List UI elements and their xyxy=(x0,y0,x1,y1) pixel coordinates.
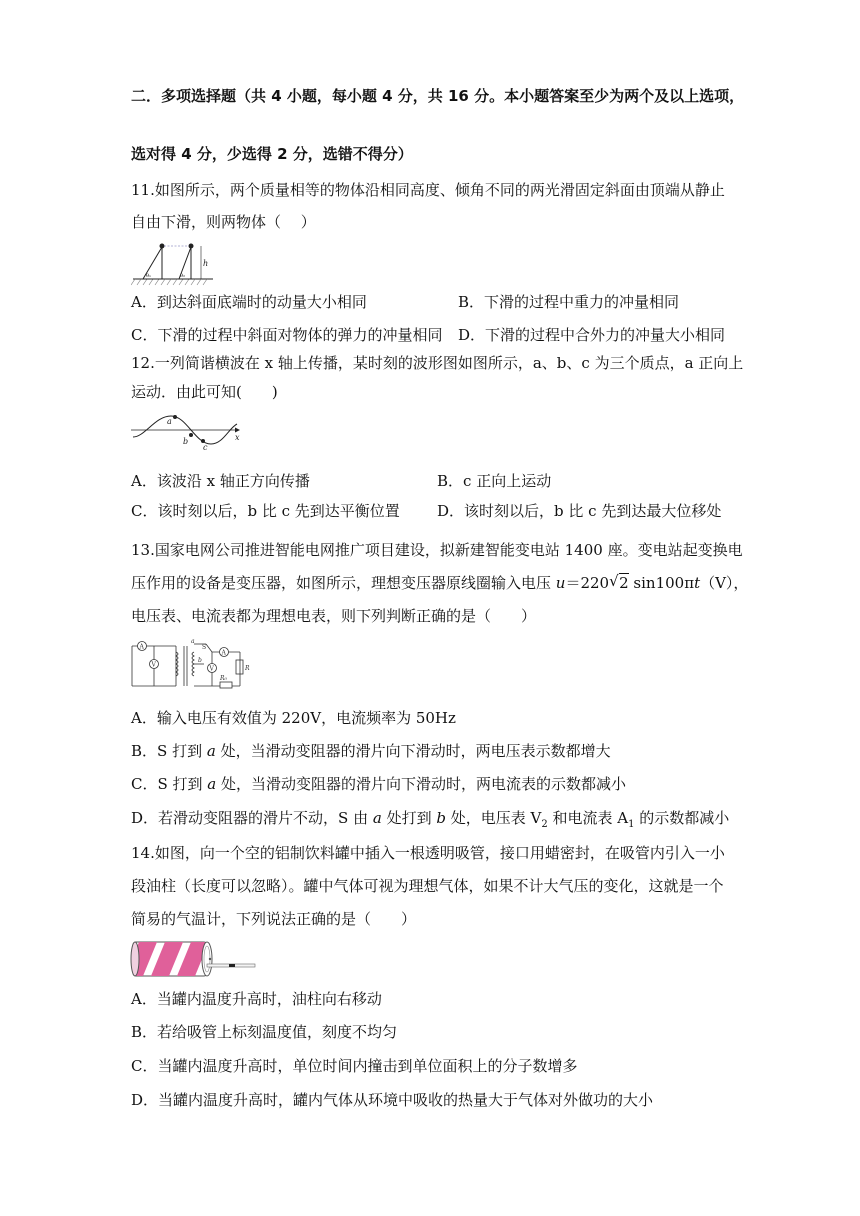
q14-option-d: D．当罐内温度升高时，罐内气体从环境中吸收的热量大于气体对外做功的大小 xyxy=(131,1091,654,1109)
q12-option-b: B．c 正向上运动 xyxy=(437,472,552,490)
q12-fig-c-label: c xyxy=(203,443,208,450)
q11-option-c: C．下滑的过程中斜面对物体的弹力的冲量相同 xyxy=(131,326,443,344)
q14-stem-line1: 14.如图，向一个空的铝制饮料罐中插入一根透明吸管，接口用蜡密封，在吸管内引入一小 xyxy=(131,844,725,862)
q12-fig-a-label: a xyxy=(167,417,172,426)
q11-fig-theta1-label: θ₁ xyxy=(146,273,152,279)
q14-option-c: C．当罐内温度升高时，单位时间内撞击到单位面积上的分子数增多 xyxy=(131,1057,578,1075)
q13-stem-line3: 电压表、电流表都为理想电表，则下列判断正确的是（ ） xyxy=(131,607,537,625)
q13-option-a: A．输入电压有效值为 220V，电流频率为 50Hz xyxy=(131,709,456,727)
q13-fig-ammeter1: A xyxy=(139,643,144,651)
q13-fig-b: b xyxy=(198,657,202,664)
q13-sqrt: √ 2 xyxy=(609,572,629,592)
q12-option-d: D．该时刻以后，b 比 c 先到达最大位移处 xyxy=(437,502,722,520)
q13-stem-line1: 13.国家电网公司推进智能电网推广项目建设，拟新建智能变电站 1400 座。变电站起变换电 xyxy=(131,541,743,559)
q13-fig-voltmeter2: V xyxy=(209,665,214,673)
q13-option-b: B．S 打到 a 处，当滑动变阻器的滑片向下滑动时，两电压表示数都增大 xyxy=(131,742,611,760)
q11-stem-line1: 11.如图所示，两个质量相等的物体沿相同高度、倾角不同的两光滑固定斜面由顶端从静止 xyxy=(131,181,725,199)
q12-wave-figure xyxy=(131,410,241,450)
q13-transformer-circuit-figure xyxy=(128,638,256,692)
q12-stem-line2: 运动．由此可知( ) xyxy=(131,383,278,401)
q14-option-b: B．若给吸管上标刻温度值，刻度不均匀 xyxy=(131,1023,398,1041)
q13-option-c: C．S 打到 a 处，当滑动变阻器的滑片向下滑动时，两电流表的示数都减小 xyxy=(131,775,627,793)
q12-option-c: C．该时刻以后，b 比 c 先到达平衡位置 xyxy=(131,502,400,520)
q13-stem-line2-text: 压作用的设备是变压器，如图所示，理想变压器原线圈输入电压 xyxy=(131,574,556,592)
q14-can-thermometer-figure xyxy=(129,939,259,979)
q13-fig-a: a xyxy=(191,638,195,645)
q13-fig-r: R xyxy=(245,665,250,672)
q12-fig-x-label: x xyxy=(235,433,240,442)
q11-option-b: B．下滑的过程中重力的冲量相同 xyxy=(458,293,680,311)
q11-option-d: D．下滑的过程中合外力的冲量大小相同 xyxy=(458,326,726,344)
q13-sin-text: sin100π xyxy=(628,574,695,592)
section-header-line2: 选对得 4 分，少选得 2 分，选错不得分） xyxy=(131,145,413,163)
q13-eq-value: ＝220 xyxy=(565,574,610,592)
q11-option-a: A．到达斜面底端时的动量大小相同 xyxy=(131,293,367,311)
q11-stem-line2: 自由下滑，则两物体（ ） xyxy=(131,213,316,231)
q12-option-a: A．该波沿 x 轴正方向传播 xyxy=(131,472,310,490)
section-header-line1: 二．多项选择题（共 4 小题，每小题 4 分，共 16 分。本小题答案至少为两个及以上选项， xyxy=(131,87,745,105)
q12-stem-line1: 12.一列简谐横波在 x 轴上传播，某时刻的波形图如图所示，a、b、c 为三个质点，a 正向上 xyxy=(131,354,744,372)
q13-unit: （V）， xyxy=(700,574,749,592)
q13-u-symbol: u xyxy=(555,574,566,592)
q13-stem-line2 xyxy=(131,573,748,593)
q14-option-a: A．当罐内温度升高时，油柱向右移动 xyxy=(131,990,382,1008)
q13-fig-r0: R₀ xyxy=(220,675,227,682)
q14-stem-line2: 段油柱（长度可以忽略）。罐中气体可视为理想气体，如果不计大气压的变化，这就是一个 xyxy=(131,877,724,895)
q11-fig-theta2-label: θ₂ xyxy=(180,273,186,279)
q13-t-symbol: t xyxy=(694,574,701,592)
q13-option-d: D．若滑动变阻器的滑片不动，S 由 a 处打到 b 处，电压表 $V_2$ 和电流表 $A_1$ 的示数都减小 xyxy=(131,809,730,830)
q13-fig-ammeter2: A xyxy=(221,649,226,657)
q14-stem-line3: 简易的气温计，下列说法正确的是（ ） xyxy=(131,910,417,928)
q11-inclined-planes-figure xyxy=(131,240,221,288)
q12-fig-b-label: b xyxy=(183,437,189,446)
q13-fig-voltmeter1: V xyxy=(151,661,156,669)
q11-fig-h-label: h xyxy=(203,259,209,268)
q13-fig-s: S xyxy=(202,644,207,651)
